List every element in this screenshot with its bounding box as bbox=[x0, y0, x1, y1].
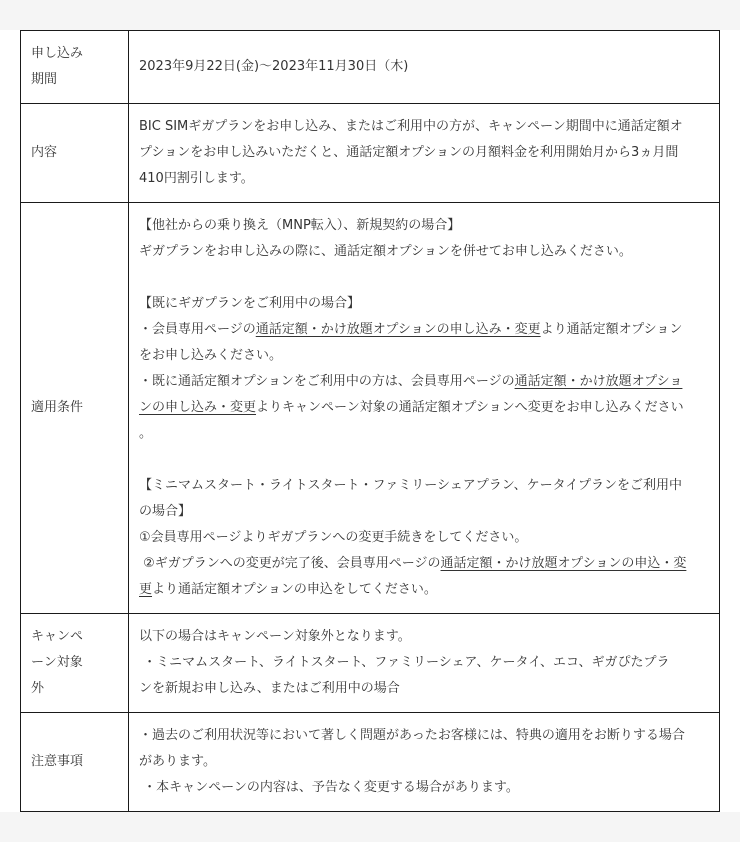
call-option-change-link-2[interactable]: 通話定額・かけ放題オプショ bbox=[514, 374, 683, 389]
exclusion-line: 以下の場合はキャンペーン対象外となります。 bbox=[139, 629, 411, 644]
mnp-text: ギガプランをお申し込みの際に、通話定額オプションを併せてお申し込みください。 bbox=[139, 244, 632, 259]
spacer bbox=[139, 265, 709, 291]
label-line: 申し込み bbox=[31, 46, 84, 61]
value-conditions bbox=[129, 203, 720, 614]
spacer bbox=[139, 447, 709, 473]
campaign-terms-table bbox=[20, 30, 720, 812]
call-option-change-link-2-cont[interactable]: ンの申し込み・変更 bbox=[139, 400, 257, 415]
label-campaign-exclusion bbox=[21, 614, 129, 713]
label-notes: 注意事項 bbox=[21, 713, 129, 812]
other-plan-heading: 【ミニマムスタート・ライトスタート・ファミリーシェアプラン、ケータイプランをご利用中 bbox=[139, 478, 683, 493]
content-line: 410円割引します。 bbox=[139, 171, 254, 186]
call-option-change-link[interactable]: 通話定額・かけ放題オプションの申し込み・変更 bbox=[255, 322, 541, 337]
condition-text: よりキャンペーン対象の通話定額オプションへ変更をお申し込みください bbox=[256, 400, 684, 415]
period-text: 2023年9月22日(金)〜2023年11月30日（木) bbox=[139, 59, 409, 74]
value-notes bbox=[129, 713, 720, 812]
exclusion-line: ンを新規お申し込み、またはご利用中の場合 bbox=[139, 681, 400, 696]
content-line: BIC SIMギガプランをお申し込み、またはご利用中の方が、キャンペーン期間中に通話定額オ bbox=[139, 119, 683, 134]
condition-text: ・既に通話定額オプションをご利用中の方は、会員専用ページの bbox=[139, 374, 515, 389]
content-line: プションをお申し込みいただくと、通話定額オプションの月額料金を利用開始月から3ヵ月間 bbox=[139, 145, 679, 160]
call-option-apply-link-cont[interactable]: 更 bbox=[139, 582, 153, 597]
value-campaign-exclusion bbox=[129, 614, 720, 713]
condition-text: より通話定額オプションの申込をしてください。 bbox=[152, 582, 437, 597]
row-notes bbox=[21, 713, 720, 812]
notes-line: があります。 bbox=[139, 754, 216, 769]
condition-line bbox=[139, 317, 709, 343]
notes-line: ・過去のご利用状況等において著しく問題があったお客様には、特典の適用をお断りする場合 bbox=[139, 728, 685, 743]
label-line: 期間 bbox=[31, 72, 58, 87]
condition-line: をお申し込みください。 bbox=[139, 348, 283, 363]
exclusion-line: ・ミニマムスタート、ライトスタート、ファミリーシェア、ケータイ、エコ、ギガぴたプラ bbox=[139, 655, 670, 670]
existing-giga-heading: 【既にギガプランをご利用中の場合】 bbox=[139, 296, 361, 311]
step-2 bbox=[139, 551, 709, 577]
label-line: 外 bbox=[31, 681, 45, 696]
row-content bbox=[21, 104, 720, 203]
value-application-period bbox=[129, 31, 720, 104]
row-conditions bbox=[21, 203, 720, 614]
label-line: ーン対象 bbox=[31, 655, 83, 670]
row-campaign-exclusion bbox=[21, 614, 720, 713]
notes-line: ・本キャンペーンの内容は、予告なく変更する場合があります。 bbox=[139, 780, 519, 795]
condition-line bbox=[139, 369, 709, 395]
condition-text: ②ギガプランへの変更が完了後、会員専用ページの bbox=[139, 556, 441, 571]
condition-text: ・会員専用ページの bbox=[139, 322, 256, 337]
step-1: ①会員専用ページよりギガプランへの変更手続きをしてください。 bbox=[139, 530, 528, 545]
other-plan-heading: の場合】 bbox=[139, 504, 192, 519]
row-application-period bbox=[21, 31, 720, 104]
value-content bbox=[129, 104, 720, 203]
step-2-cont bbox=[139, 577, 709, 603]
mnp-heading: 【他社からの乗り換え（MNP転入）、新規契約の場合】 bbox=[139, 218, 461, 233]
label-line: キャンペ bbox=[31, 629, 84, 644]
label-conditions: 適用条件 bbox=[21, 203, 129, 614]
condition-line bbox=[139, 395, 709, 421]
condition-text: より通話定額オプション bbox=[540, 322, 683, 337]
label-content: 内容 bbox=[21, 104, 129, 203]
label-application-period bbox=[21, 31, 129, 104]
condition-line: 。 bbox=[139, 426, 153, 441]
page bbox=[0, 30, 740, 812]
call-option-apply-link[interactable]: 通話定額・かけ放題オプションの申込・変 bbox=[440, 556, 687, 571]
